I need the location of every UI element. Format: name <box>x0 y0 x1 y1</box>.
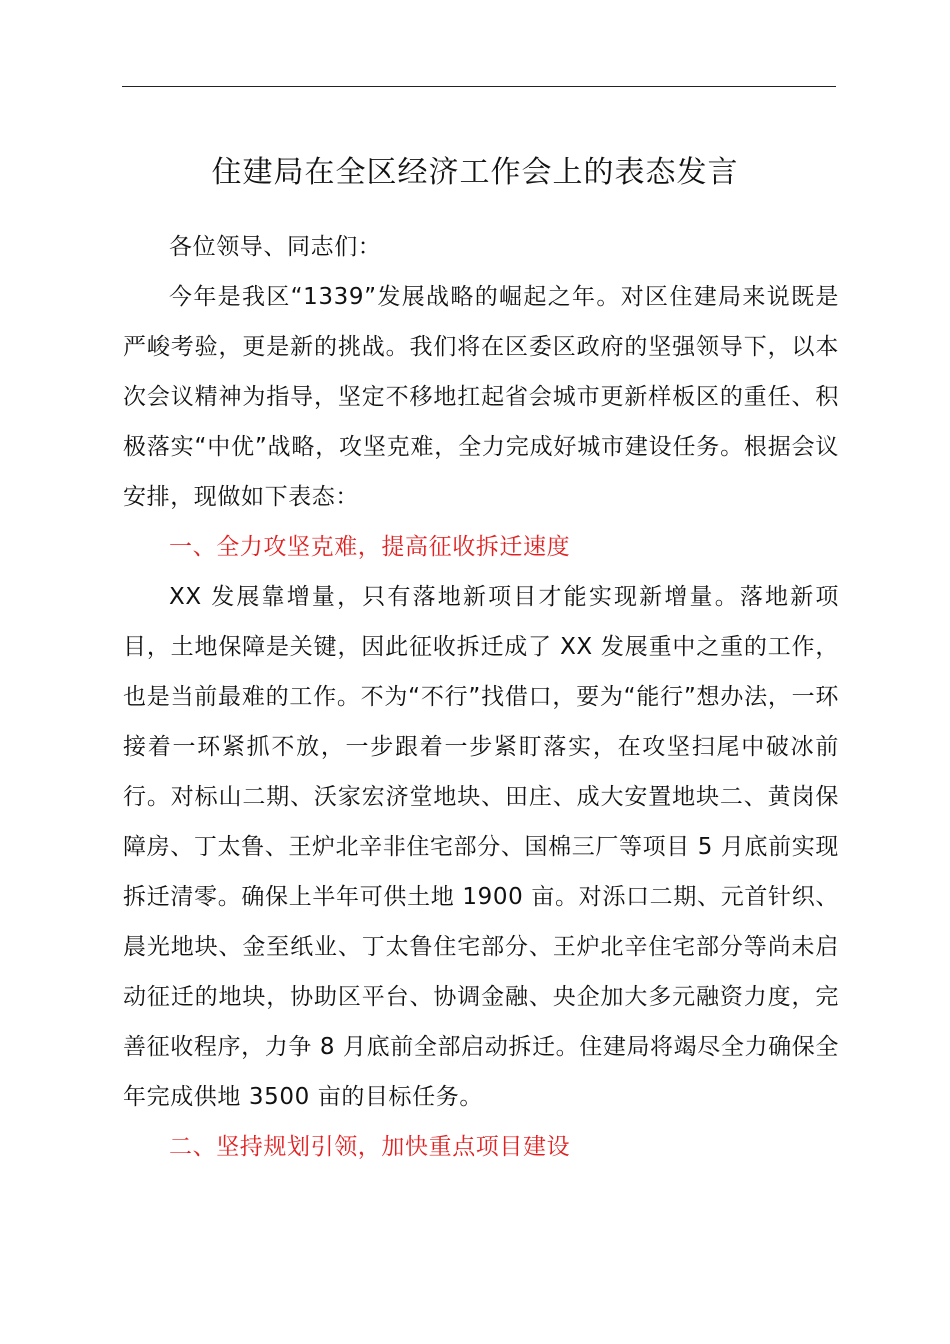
section-1-paragraph: XX 发展靠增量，只有落地新项目才能实现新增量。落地新项目，土地保障是关键，因此征收拆迁成了 XX 发展重中之重的工作，也是当前最难的工作。不为“不行”找借口，要为“能行”想办法，一环接着一环紧抓不放，一步跟着一步紧盯落实，在攻坚扫尾中破冰前行。对标山二期、沃家宏济堂地块、田庄、成大安置地块二、黄岗保障房、丁太鲁、王炉北辛非住宅部分、国棉三厂等项目 5 月底前实现拆迁清零。确保上半年可供土地 1900 亩。对泺口二期、元首针织、晨光地块、金至纸业、丁太鲁住宅部分、王炉北辛住宅部分等尚未启动征迁的地块，协助区平台、协调金融、央企加大多元融资力度，完善征收程序，力争 8 月底前全部启动拆迁。住建局将竭尽全力确保全年完成供地 3500 亩的目标任务。 <box>123 584 839 1110</box>
section-2-heading: 二、坚持规划引领，加快重点项目建设 <box>169 1134 571 1160</box>
document-body <box>123 222 839 1172</box>
salutation: 各位领导、同志们： <box>169 234 382 260</box>
section-1-heading: 一、全力攻坚克难，提高征收拆迁速度 <box>169 534 571 560</box>
intro-paragraph: 今年是我区“1339”发展战略的崛起之年。对区住建局来说既是严峻考验，更是新的挑战。我们将在区委区政府的坚强领导下，以本次会议精神为指导，坚定不移地扛起省会城市更新样板区的重任、积极落实“中优”战略，攻坚克难，全力完成好城市建设任务。根据会议安排，现做如下表态： <box>123 284 839 510</box>
document-title: 住建局在全区经济工作会上的表态发言 <box>211 155 739 190</box>
header-rule <box>122 86 836 87</box>
